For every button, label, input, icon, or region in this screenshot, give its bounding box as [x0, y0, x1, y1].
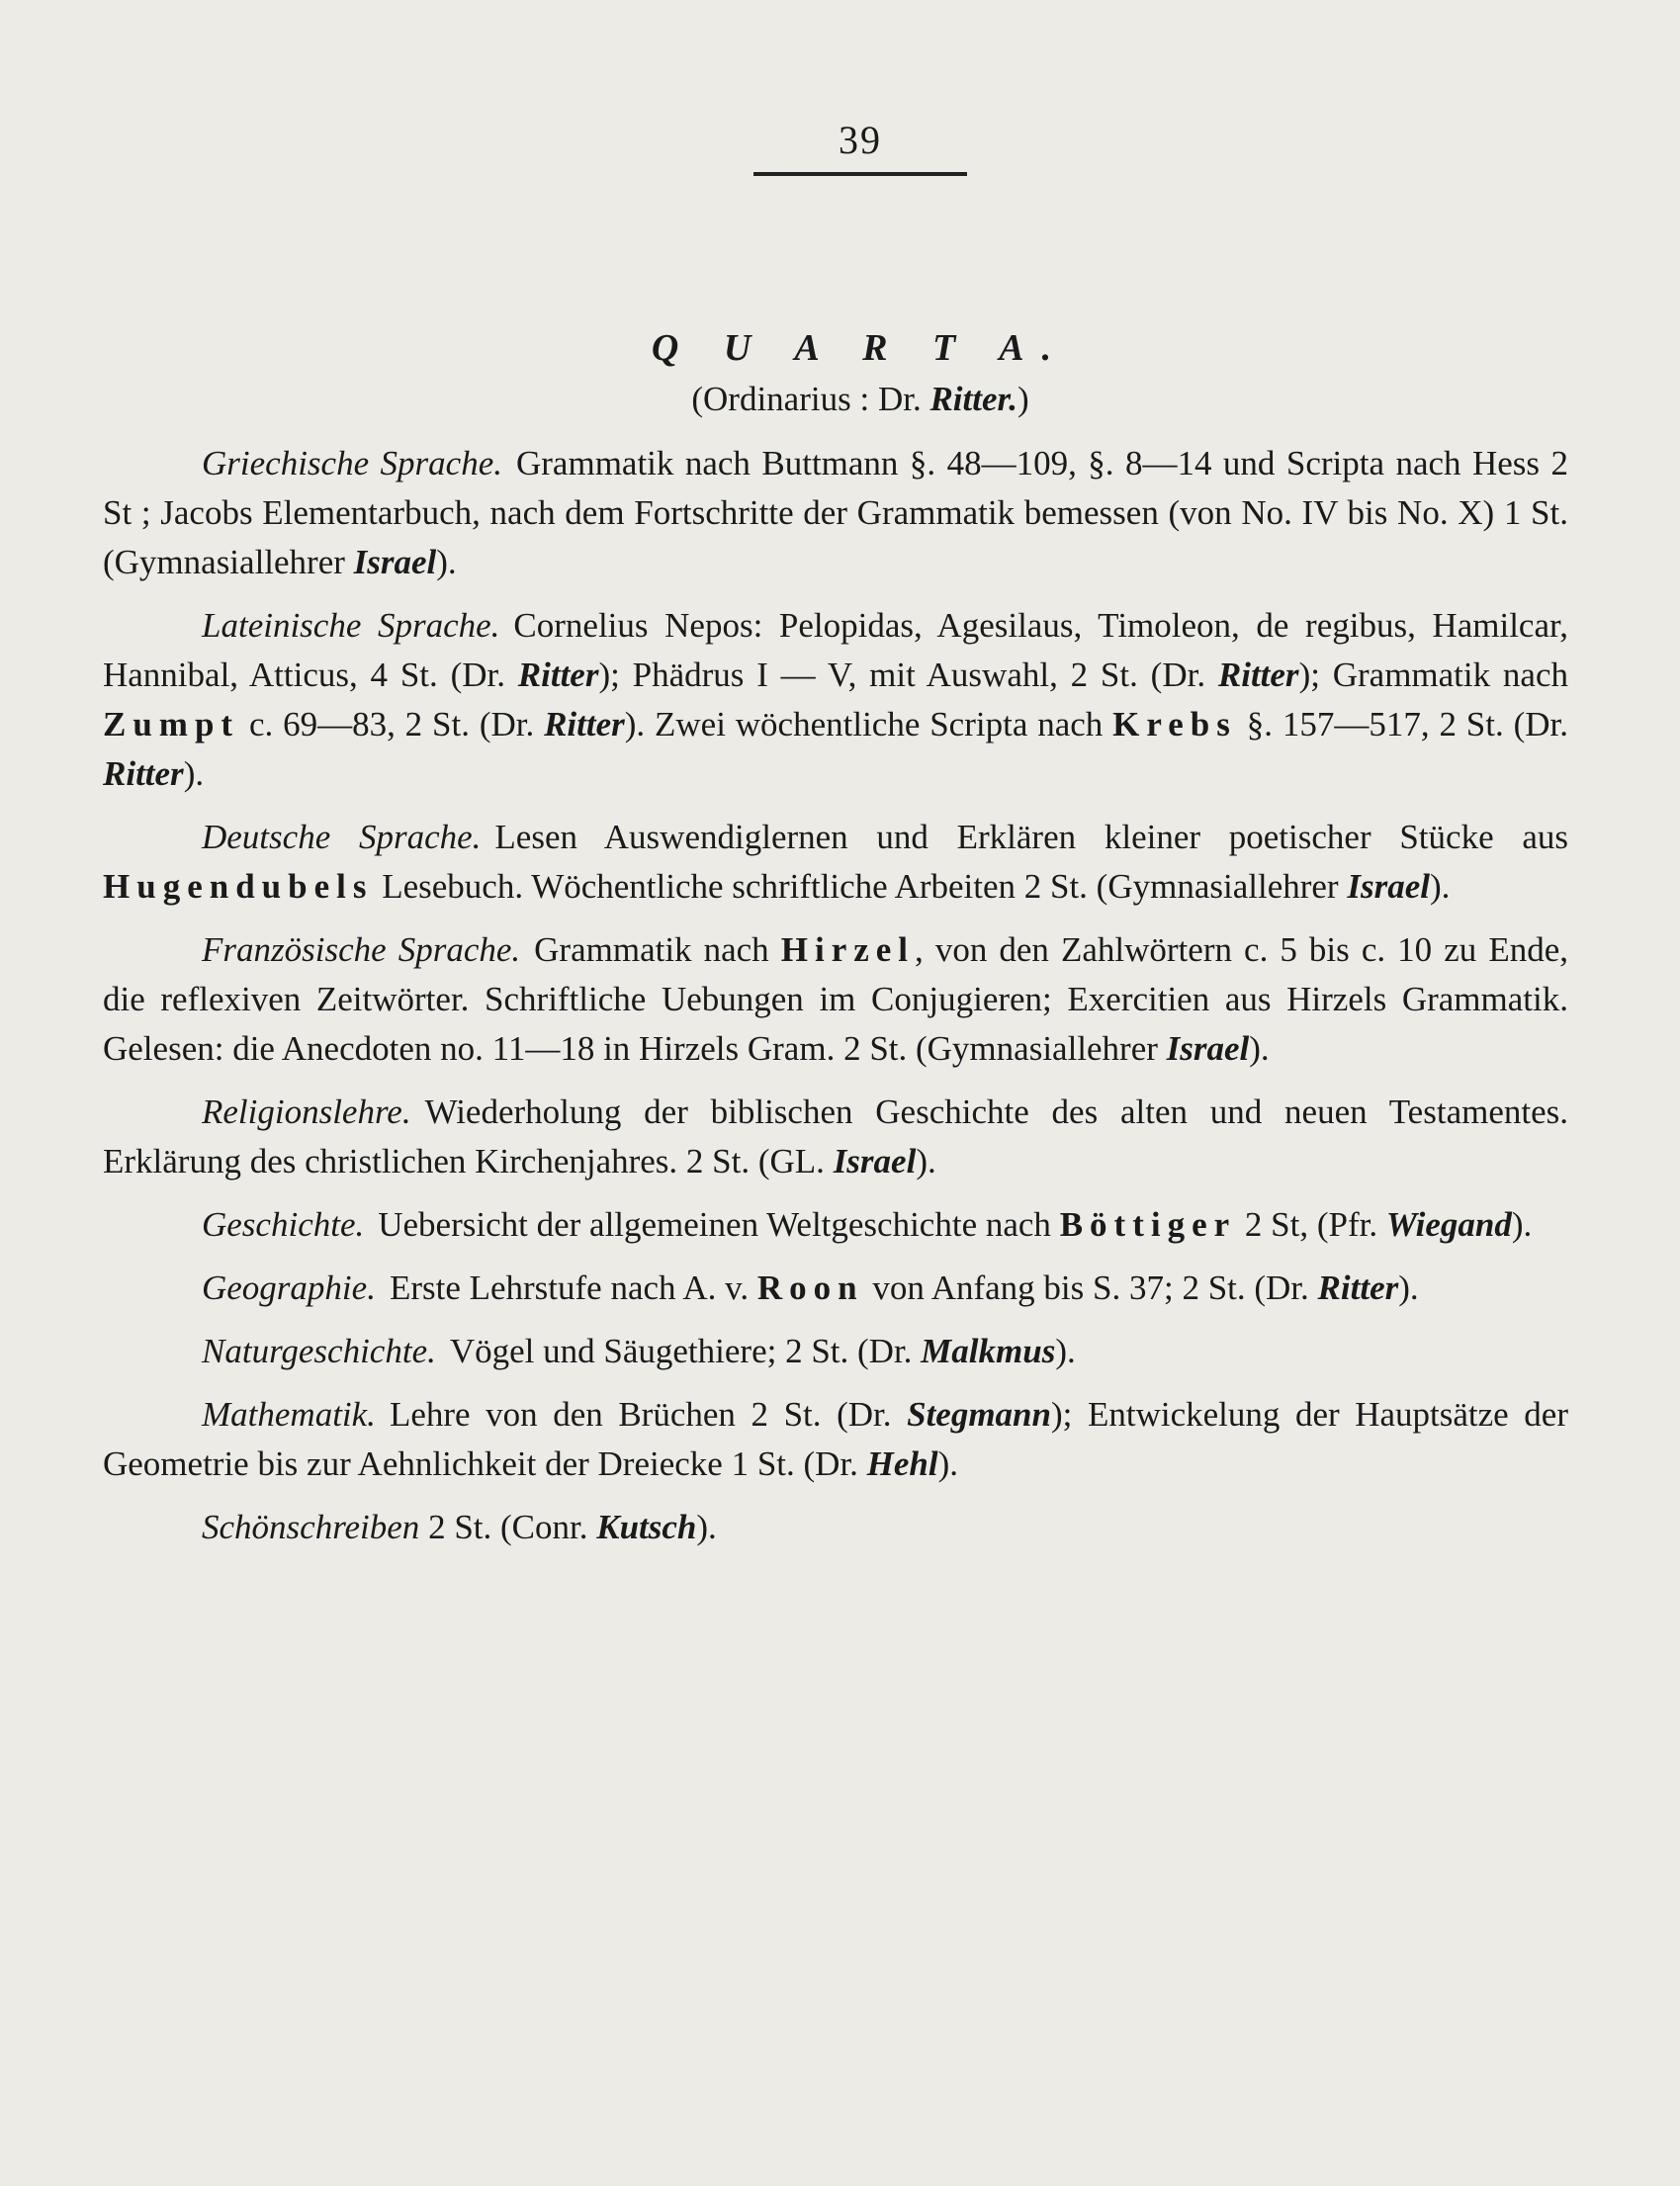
- paragraph-natural-history: Naturgeschichte. Vögel und Säugethiere; 2 St. (Dr. Malkmus).: [202, 1332, 1076, 1370]
- paragraph-german: Deutsche Sprache. Lesen Auswendiglernen und Erklären kleiner poetischer Stücke aus Hugendubels Lesebuch. Wöchentliche schriftliche Arbeiten 2 St. (Gymnasiallehrer Israel).: [103, 818, 1568, 906]
- teacher-name: Ritter: [517, 656, 599, 694]
- section-heading: Q U A R T A.: [651, 327, 1070, 369]
- curriculum-body: [103, 439, 1568, 1566]
- teacher-name: Stegmann: [907, 1395, 1051, 1434]
- paragraph-mathematics: Mathematik. Lehre von den Brüchen 2 St. (Dr. Stegmann); Entwickelung der Hauptsätze der Geometrie bis zur Aehnlichkeit der Dreiecke 1 St. (Dr. Hehl).: [103, 1395, 1568, 1483]
- author-name: Krebs: [1112, 705, 1237, 743]
- subject-title: Geschichte.: [202, 1205, 365, 1244]
- teacher-name: Hehl: [866, 1444, 938, 1483]
- teacher-name: Malkmus: [921, 1332, 1056, 1370]
- subject-title: Naturgeschichte.: [202, 1332, 436, 1370]
- page-number-rule: [753, 172, 967, 176]
- paragraph-latin: Lateinische Sprache. Cornelius Nepos: Pelopidas, Agesilaus, Timoleon, de regibus, Hamilcar, Hannibal, Atticus, 4 St. (Dr. Ritter); Phädrus I — V, mit Auswahl, 2 St. (Dr. Ritter); Grammatik nach Zumpt c. 69—83, 2 St. (Dr. Ritter). Zwei wöchentliche Scripta nach Krebs §. 157—517, 2 St. (Dr. Ritter).: [103, 606, 1568, 793]
- teacher-name: Israel: [1166, 1029, 1250, 1068]
- subject-title: Schönschreiben: [202, 1508, 420, 1546]
- page-number: 39: [839, 118, 882, 162]
- paragraph-greek: Griechische Sprache. Grammatik nach Buttmann §. 48—109, §. 8—14 und Scripta nach Hess 2 St ; Jacobs Elementarbuch, nach dem Fortschritte der Grammatik bemessen (von No. IV bis No. X) 1 St. (Gymnasiallehrer Israel).: [103, 444, 1568, 581]
- subject-title: Französische Sprache.: [202, 930, 521, 969]
- teacher-name: Ritter: [1317, 1268, 1399, 1307]
- section-subheading: (Ordinarius : Dr. Ritter.): [691, 380, 1029, 418]
- teacher-name: Ritter: [1217, 656, 1299, 694]
- author-name: Zumpt: [103, 705, 240, 743]
- paragraph-religion: Religionslehre. Wiederholung der biblischen Geschichte des alten und neuen Testamentes. Erklärung des christlichen Kirchenjahres. 2 St. (GL. Israel).: [103, 1093, 1568, 1180]
- author-name: Hugendubels: [103, 867, 374, 906]
- subject-title: Religionslehre.: [202, 1093, 411, 1131]
- teacher-name: Ritter: [544, 705, 625, 743]
- author-name: Böttiger: [1059, 1205, 1237, 1244]
- subject-title: Griechische Sprache.: [202, 444, 502, 482]
- paragraph-french: Französische Sprache. Grammatik nach Hirzel, von den Zahlwörtern c. 5 bis c. 10 zu Ende, die reflexiven Zeitwörter. Schriftliche Uebungen im Conjugieren; Exercitien aus Hirzels Grammatik. Gelesen: die Anecdoten no. 11—18 in Hirzels Gram. 2 St. (Gymnasiallehrer Israel).: [103, 930, 1568, 1068]
- teacher-name: Israel: [833, 1142, 917, 1180]
- teacher-name: Israel: [353, 543, 437, 581]
- subject-title: Deutsche Sprache.: [202, 818, 482, 856]
- author-name: Hirzel: [780, 930, 916, 969]
- paragraph-geography: Geographie. Erste Lehrstufe nach A. v. Roon von Anfang bis S. 37; 2 St. (Dr. Ritter).: [202, 1268, 1419, 1307]
- teacher-name: Ritter: [103, 754, 184, 793]
- subject-title: Geographie.: [202, 1268, 376, 1307]
- teacher-name: Kutsch: [596, 1508, 697, 1546]
- author-name: Roon: [756, 1268, 864, 1307]
- subject-title: Mathematik.: [202, 1395, 376, 1434]
- teacher-name: Israel: [1347, 867, 1430, 906]
- subject-title: Lateinische Sprache.: [202, 606, 500, 645]
- paragraph-calligraphy: Schönschreiben 2 St. (Conr. Kutsch).: [202, 1508, 717, 1546]
- paragraph-history: Geschichte. Uebersicht der allgemeinen Weltgeschichte nach Böttiger 2 St, (Pfr. Wiegand).: [202, 1205, 1533, 1244]
- teacher-name: Wiegand: [1385, 1205, 1512, 1244]
